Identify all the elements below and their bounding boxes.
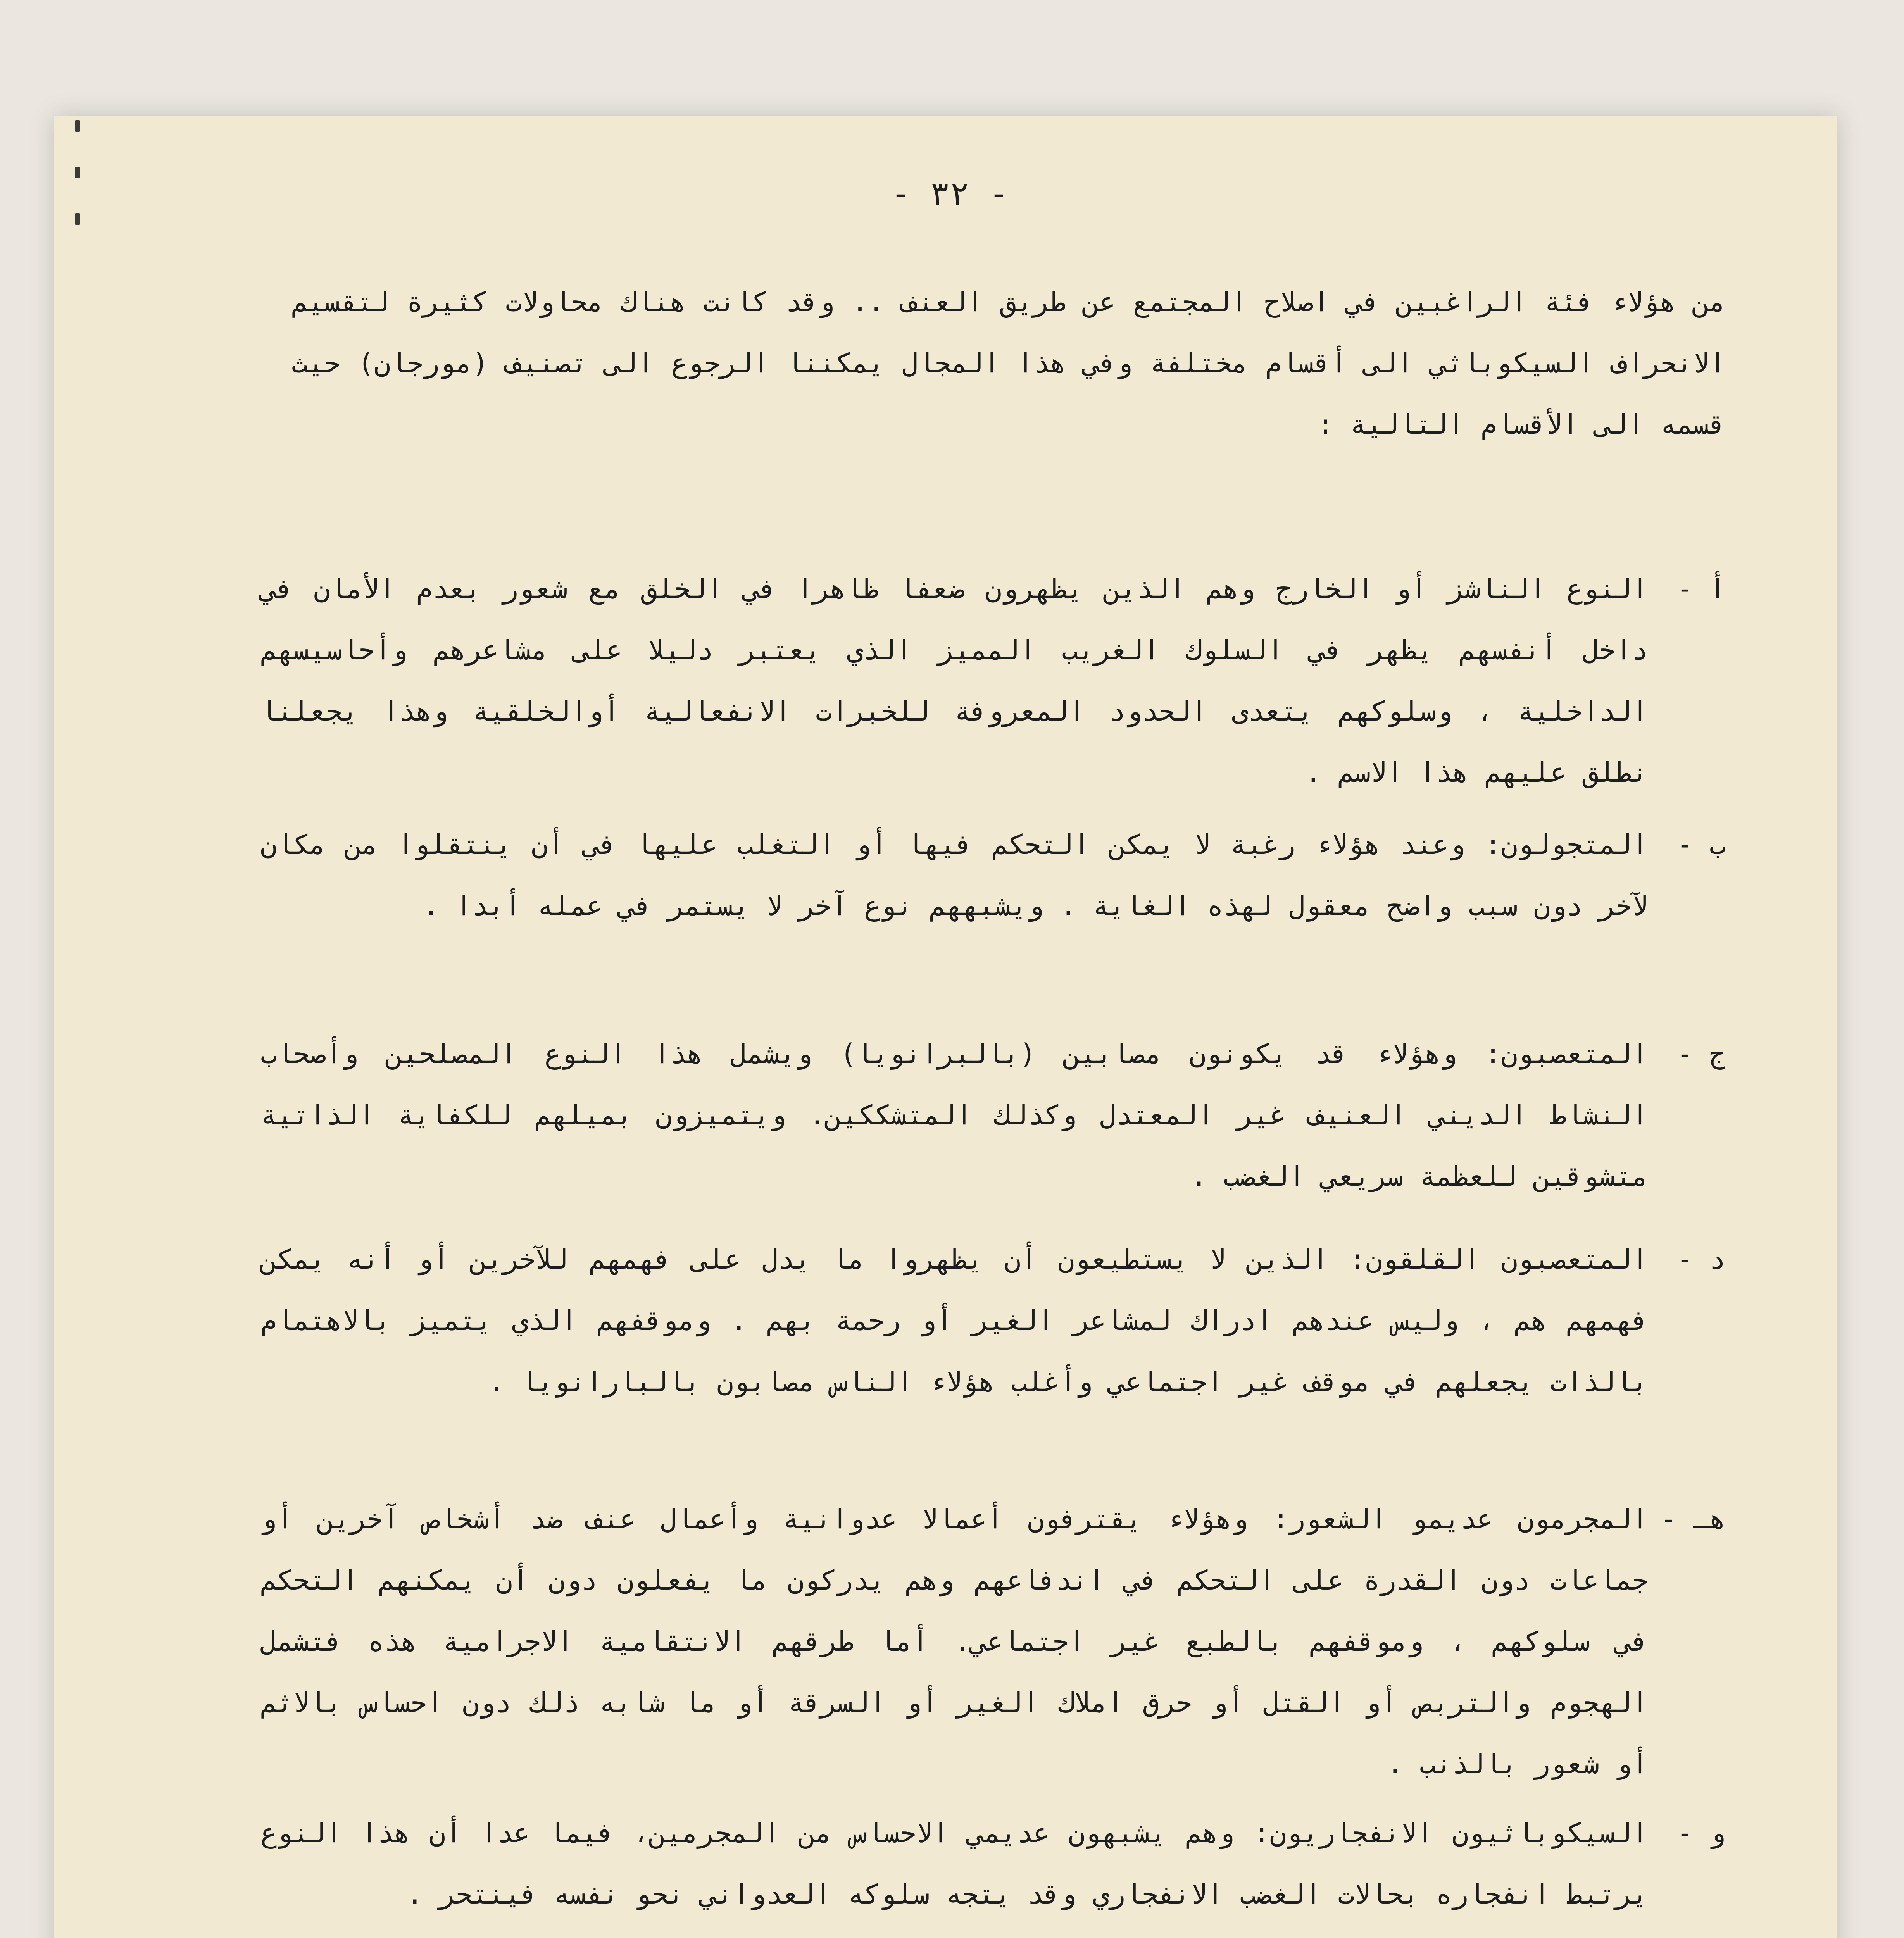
- list-item-c: [260, 1023, 1726, 1207]
- list-item-text: المتجولون: وعند هؤلاء رغبة لا يمكن التحكم فيها أو التغلب عليها في أن ينتقلوا من مكان لآخر دون سبب واضح معقول لهذه الغاية . ويشبههم نوع آخر لا يستمر في عمله أبدا .: [260, 829, 1648, 922]
- list-item-b: [260, 814, 1726, 936]
- list-item-h: [260, 1488, 1726, 1795]
- list-item-letter: هـ -: [1660, 1503, 1726, 1535]
- punch-hole-marks: [66, 120, 89, 275]
- list-item-letter: و -: [1676, 1817, 1726, 1849]
- punch-mark: [75, 120, 80, 132]
- list-item-letter: ب -: [1676, 829, 1726, 860]
- list-item-text: النوع الناشز أو الخارج وهم الذين يظهرون ضعفا ظاهرا في الخلق مع شعور بعدم الأمان في داخل أنفسهم يظهر في السلوك الغريب المميز الذي يعتبر دليلا على مشاعرهم وأحاسيسهم الداخلية ، وسلوكهم يتعدى الحدود المعروفة للخبرات الانفعالية أوالخلقية وهذا يجعلنا نطلق عليهم هذا الاسم .: [260, 573, 1648, 788]
- list-item-text: السيكوباثيون الانفجاريون: وهم يشبهون عديمي الاحساس من المجرمين، فيما عدا أن هذا النوع يرتبط انفجاره بحالات الغضب الانفجاري وقد يتجه سلوكه العدواني نحو نفسه فينتحر .: [260, 1817, 1648, 1910]
- list-item-letter: د -: [1676, 1243, 1726, 1275]
- punch-mark: [75, 167, 80, 178]
- list-item-text: المتعصبون: وهؤلاء قد يكونون مصابين (بالبرانويا) ويشمل هذا النوع المصلحين وأصحاب النشاط الديني العنيف غير المعتدل وكذلك المتشككين. ويتميزون بميلهم للكفاية الذاتية متشوقين للعظمة سريعي الغضب .: [260, 1038, 1648, 1192]
- list-item-w: [260, 1802, 1726, 1925]
- punch-mark: [75, 213, 80, 225]
- list-item-letter: أ -: [1676, 573, 1726, 605]
- intro-paragraph: من هؤلاء فئة الراغبين في اصلاح المجتمع عن طريق العنف .. وقد كانت هناك محاولات كثيرة لتقسيم الانحراف السيكوباثي الى أقسام مختلفة وفي هذا المجال يمكننا الرجوع الى تصنيف (مورجان) حيث قسمه الى الأقسام التالية :: [291, 286, 1726, 440]
- list-item-d: [260, 1229, 1726, 1412]
- page-number: - ٣٢ -: [891, 174, 1009, 212]
- list-item-text: المتعصبون القلقون: الذين لا يستطيعون أن يظهروا ما يدل على فهمهم للآخرين أو أنه يمكن فهمهم هم ، وليس عندهم ادراك لمشاعر الغير أو رحمة بهم . وموقفهم الذي يتميز بالاهتمام بالذات يجعلهم في موقف غير اجتماعي وأغلب هؤلاء الناس مصابون بالبارانويا .: [260, 1243, 1648, 1398]
- list-item-a: [260, 558, 1726, 803]
- list-item-text: المجرمون عديمو الشعور: وهؤلاء يقترفون أعمالا عدوانية وأعمال عنف ضد أشخاص آخرين أو جماعات دون القدرة على التحكم في اندفاعهم وهم يدركون ما يفعلون دون أن يمكنهم التحكم في سلوكهم ، وموقفهم بالطبع غير اجتماعي. أما طرقهم الانتقامية الاجرامية هذه فتشمل الهجوم والتربص أو القتل أو حرق املاك الغير أو السرقة أو ما شابه ذلك دون احساس بالاثم أو شعور بالذنب .: [260, 1503, 1648, 1780]
- list-item-letter: ج -: [1676, 1038, 1726, 1070]
